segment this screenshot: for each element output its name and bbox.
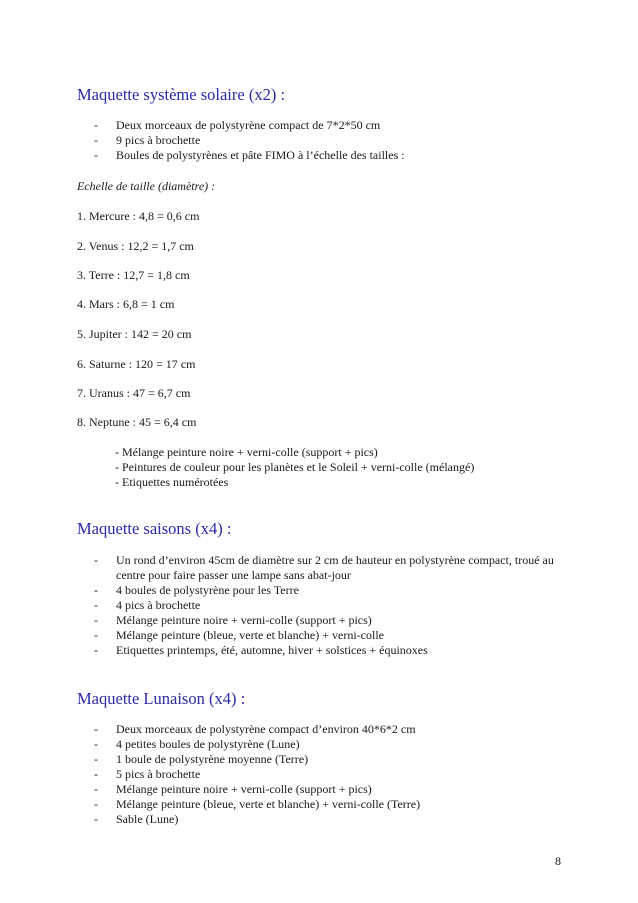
- list-item: - Deux morceaux de polystyrène compact de 7*2*50 cm: [77, 118, 557, 133]
- list-item: - 4 petites boules de polystyrène (Lune): [77, 737, 557, 752]
- scale-heading: Echelle de taille (diamètre) :: [77, 179, 216, 193]
- list-item: - Etiquettes numérotées: [115, 475, 229, 489]
- list-item: - Mélange peinture noire + verni-colle (support + pics): [115, 445, 378, 459]
- list-item: - 4 boules de polystyrène pour les Terre: [77, 583, 557, 598]
- planet-saturne: 6. Saturne : 120 = 17 cm: [77, 357, 196, 371]
- planet-venus: 2. Venus : 12,2 = 1,7 cm: [77, 239, 194, 253]
- planet-neptune: 8. Neptune : 45 = 6,4 cm: [77, 415, 197, 429]
- list-item: - Un rond d’environ 45cm de diamètre sur 2 cm de hauteur en polystyrène compact, troué au centre pour faire passer une lampe sans abat-jour: [77, 553, 557, 583]
- planet-mars: 4. Mars : 6,8 = 1 cm: [77, 297, 175, 311]
- list-item: - Mélange peinture (bleue, verte et blanche) + verni-colle (Terre): [77, 797, 557, 812]
- list-item: - 5 pics à brochette: [77, 767, 557, 782]
- section-title-systeme-solaire: Maquette système solaire (x2) :: [77, 85, 286, 104]
- section-title-lunaison: Maquette Lunaison (x4) :: [77, 689, 246, 708]
- list-item: - Mélange peinture noire + verni-colle (support + pics): [77, 782, 557, 797]
- planet-uranus: 7. Uranus : 47 = 6,7 cm: [77, 386, 191, 400]
- list-item: - Deux morceaux de polystyrène compact d’environ 40*6*2 cm: [77, 722, 557, 737]
- extras-list: [115, 445, 474, 490]
- saisons-list: [77, 553, 557, 658]
- list-item: - Boules de polystyrènes et pâte FIMO à l’échelle des tailles :: [77, 148, 557, 163]
- planet-terre: 3. Terre : 12,7 = 1,8 cm: [77, 268, 190, 282]
- list-item: - 4 pics à brochette: [77, 598, 557, 613]
- planet-jupiter: 5. Jupiter : 142 = 20 cm: [77, 327, 192, 341]
- systeme-solaire-list: [77, 118, 557, 163]
- planet-mercure: 1. Mercure : 4,8 = 0,6 cm: [77, 209, 200, 223]
- list-item: - Mélange peinture noire + verni-colle (support + pics): [77, 613, 557, 628]
- list-item: - Etiquettes printemps, été, automne, hiver + solstices + équinoxes: [77, 643, 557, 658]
- section-title-saisons: Maquette saisons (x4) :: [77, 519, 232, 538]
- page-number: 8: [555, 854, 561, 868]
- list-item: - Mélange peinture (bleue, verte et blanche) + verni-colle: [77, 628, 557, 643]
- list-item: - Peintures de couleur pour les planètes et le Soleil + verni-colle (mélangé): [115, 460, 475, 474]
- list-item: - Sable (Lune): [77, 812, 557, 827]
- list-item: - 1 boule de polystyrène moyenne (Terre): [77, 752, 557, 767]
- list-item: - 9 pics à brochette: [77, 133, 557, 148]
- lunaison-list: [77, 722, 557, 827]
